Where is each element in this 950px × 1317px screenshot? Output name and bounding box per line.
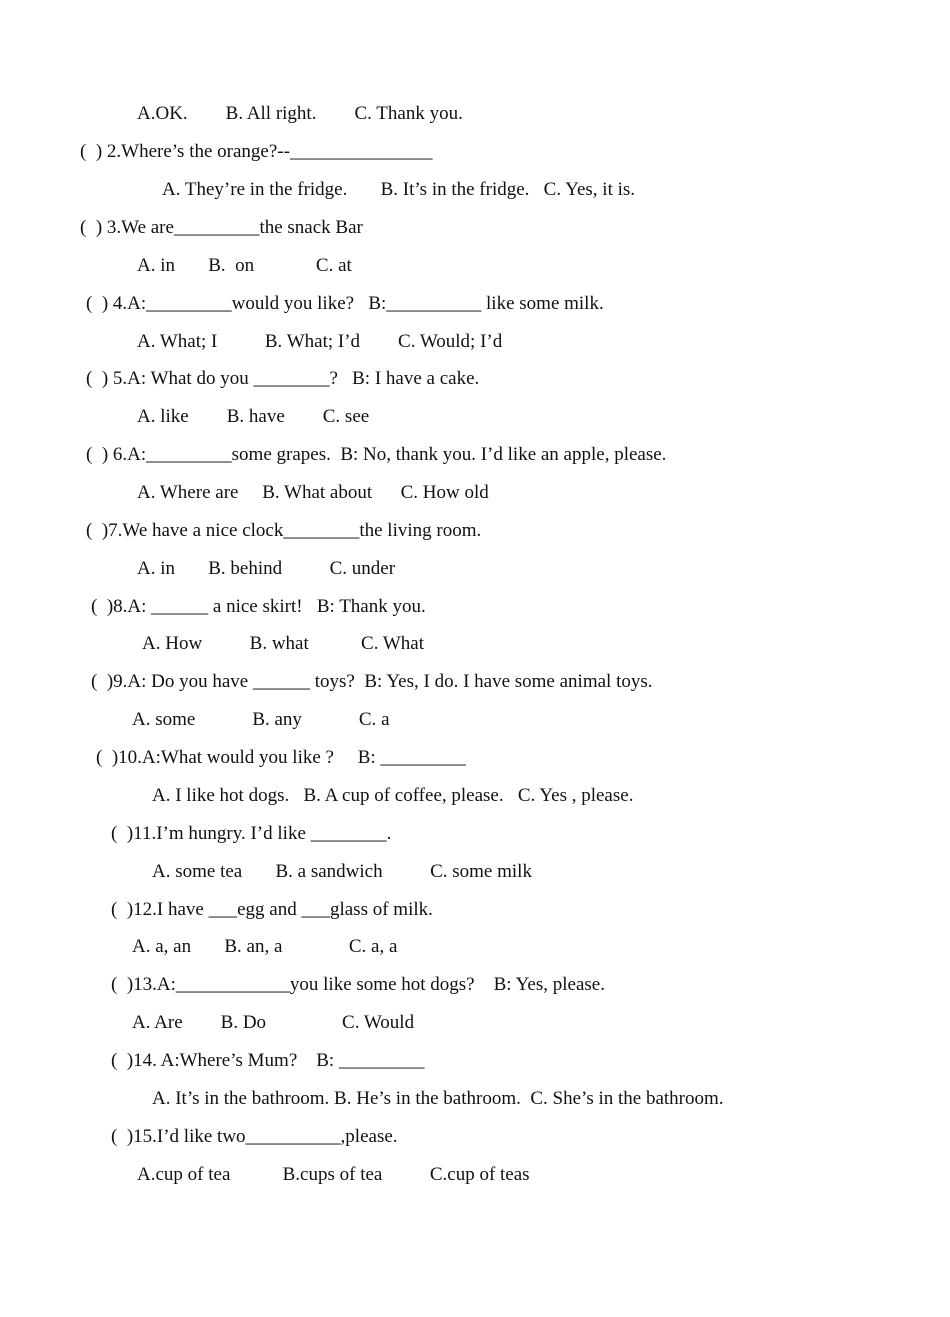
q4-options: A. What; I B. What; I’d C. Would; I’d <box>137 331 503 352</box>
q11-question: ( )11.I’m hungry. I’d like ________. <box>111 823 392 844</box>
q11-options: A. some tea B. a sandwich C. some milk <box>152 861 532 882</box>
q6-question: ( ) 6.A:_________some grapes. B: No, thank you. I’d like an apple, please. <box>86 444 667 465</box>
q13-question: ( )13.A:____________you like some hot dogs? B: Yes, please. <box>111 974 605 995</box>
q2-question: ( ) 2.Where’s the orange?--_______________ <box>80 141 433 162</box>
q14-question: ( )14. A:Where’s Mum? B: _________ <box>111 1050 425 1071</box>
q15-options: A.cup of tea B.cups of tea C.cup of teas <box>137 1164 530 1185</box>
q6-options: A. Where are B. What about C. How old <box>137 482 489 503</box>
q4-question: ( ) 4.A:_________would you like? B:__________ like some milk. <box>86 293 604 314</box>
q14-options: A. It’s in the bathroom. B. He’s in the bathroom. C. She’s in the bathroom. <box>152 1088 724 1109</box>
q12-options: A. a, an B. an, a C. a, a <box>132 936 398 957</box>
q15-question: ( )15.I’d like two__________,please. <box>111 1126 398 1147</box>
q7-question: ( )7.We have a nice clock________the living room. <box>86 520 482 541</box>
q10-question: ( )10.A:What would you like ? B: _________ <box>96 747 466 768</box>
q10-options: A. I like hot dogs. B. A cup of coffee, please. C. Yes , please. <box>152 785 634 806</box>
q5-question: ( ) 5.A: What do you ________? B: I have a cake. <box>86 368 480 389</box>
q8-options: A. How B. what C. What <box>142 633 424 654</box>
q1-options: A.OK. B. All right. C. Thank you. <box>137 103 463 124</box>
q9-question: ( )9.A: Do you have ______ toys? B: Yes, I do. I have some animal toys. <box>91 671 653 692</box>
q3-question: ( ) 3.We are_________the snack Bar <box>80 217 363 238</box>
q5-options: A. like B. have C. see <box>137 406 370 427</box>
q13-options: A. Are B. Do C. Would <box>132 1012 415 1033</box>
q12-question: ( )12.I have ___egg and ___glass of milk. <box>111 899 433 920</box>
q7-options: A. in B. behind C. under <box>137 558 396 579</box>
q2-options: A. They’re in the fridge. B. It’s in the fridge. C. Yes, it is. <box>162 179 636 200</box>
q8-question: ( )8.A: ______ a nice skirt! B: Thank you. <box>91 596 426 617</box>
q9-options: A. some B. any C. a <box>132 709 390 730</box>
q3-options: A. in B. on C. at <box>137 255 352 276</box>
